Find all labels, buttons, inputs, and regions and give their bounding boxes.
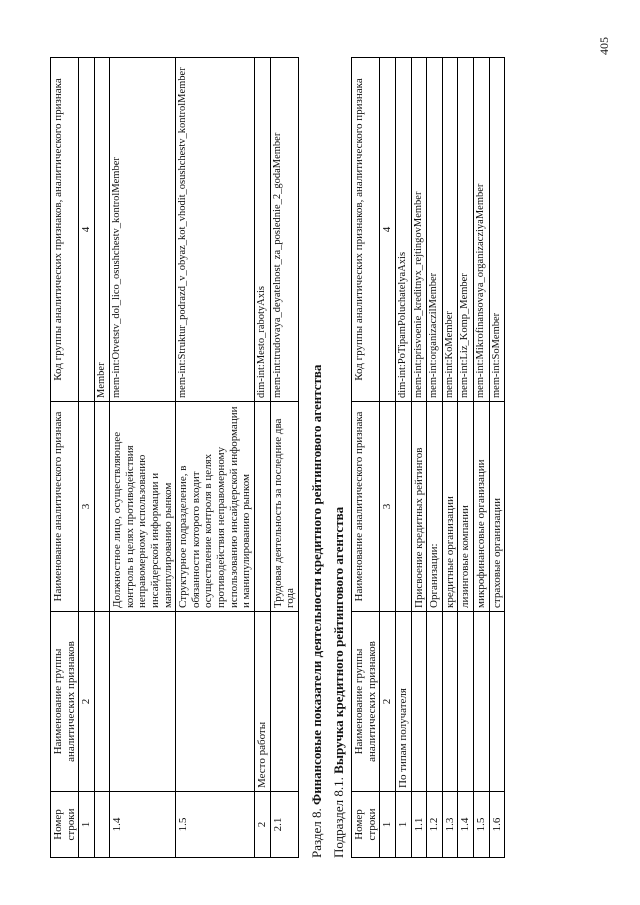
section-title: Финансовые показатели деятельности кредитного рейтингового агентства bbox=[308, 364, 324, 805]
table-column-number-row bbox=[79, 58, 95, 858]
cell-feature-name: кредитные организации bbox=[442, 402, 458, 612]
cell-feature-name: Организации: bbox=[427, 402, 443, 612]
table-row bbox=[94, 58, 109, 858]
cell-group-name bbox=[109, 612, 175, 792]
cell-code: dim-int:PoTipamPoluchatelyaAxis bbox=[395, 58, 411, 402]
cell-group-name: Место работы bbox=[255, 612, 271, 792]
cell-code: mem-int:Liz_Komp_Member bbox=[458, 58, 474, 402]
cell-feature-name bbox=[255, 402, 271, 612]
col-number: 3 bbox=[380, 402, 396, 612]
col-number: 4 bbox=[380, 58, 396, 402]
section-heading bbox=[309, 58, 325, 858]
cell-code: mem-int:Struktur_podrazd_v_obyaz_kot_vhodit_osushchestv_kontrolMember bbox=[176, 58, 255, 402]
cell-group-name: По типам получателя bbox=[395, 612, 411, 792]
table-row bbox=[474, 58, 490, 858]
header-feature-name: Наименование аналитического признака bbox=[351, 402, 379, 612]
col-number: 2 bbox=[79, 612, 95, 792]
col-number: 1 bbox=[380, 792, 396, 858]
header-feature-name: Наименование аналитического признака bbox=[51, 402, 79, 612]
cell-row-number: 1.2 bbox=[427, 792, 443, 858]
cell-group-name bbox=[474, 612, 490, 792]
cell-code: mem-int:trudovaya_deyatelnost_za_poslednie_2_godaMember bbox=[270, 58, 298, 402]
cell-code: mem-int:prisvoenie_kreditnyx_rejtingovMember bbox=[411, 58, 427, 402]
table-revenue-features bbox=[351, 57, 505, 858]
cell-group-name bbox=[427, 612, 443, 792]
rotated-page-content bbox=[50, 58, 640, 858]
cell-feature-name: Структурное подразделение, в обязанности которого входит осуществление контроля в целях противодействия неправомерному использованию инсайдерской информации и манипулированию рынком bbox=[176, 402, 255, 612]
cell-row-number bbox=[94, 792, 109, 858]
subsection-prefix: Подраздел 8.1. bbox=[330, 773, 346, 858]
table-row bbox=[442, 58, 458, 858]
page-number: 405 bbox=[597, 37, 611, 55]
cell-row-number: 1.4 bbox=[109, 792, 175, 858]
cell-code: Member bbox=[94, 58, 109, 402]
subsection-heading bbox=[331, 58, 347, 858]
cell-feature-name: страховые организации bbox=[489, 402, 505, 612]
table-analytic-features-part1 bbox=[50, 57, 299, 858]
cell-code: mem-int:Mikrofinansovaya_organizacziyaMember bbox=[474, 58, 490, 402]
table-row bbox=[458, 58, 474, 858]
cell-feature-name: лизинговые компании bbox=[458, 402, 474, 612]
cell-group-name bbox=[176, 612, 255, 792]
table-row bbox=[411, 58, 427, 858]
table-row bbox=[255, 58, 271, 858]
cell-group-name bbox=[411, 612, 427, 792]
cell-row-number: 1.5 bbox=[176, 792, 255, 858]
cell-row-number: 1.1 bbox=[411, 792, 427, 858]
cell-feature-name: Присвоение кредитных рейтингов bbox=[411, 402, 427, 612]
header-group-name: Наименование группы аналитических признаков bbox=[51, 612, 79, 792]
header-group-name: Наименование группы аналитических признаков bbox=[351, 612, 379, 792]
header-row-number: Номер строки bbox=[51, 792, 79, 858]
cell-code: mem-int:KoMember bbox=[442, 58, 458, 402]
cell-row-number: 1.6 bbox=[489, 792, 505, 858]
cell-group-name bbox=[94, 612, 109, 792]
cell-row-number: 1.4 bbox=[458, 792, 474, 858]
cell-group-name bbox=[489, 612, 505, 792]
cell-group-name bbox=[270, 612, 298, 792]
header-code: Код группы аналитических признаков, аналитического признака bbox=[351, 58, 379, 402]
cell-group-name bbox=[442, 612, 458, 792]
cell-code: mem-int:Otvetstv_dol_lico_osushchestv_kontrolMember bbox=[109, 58, 175, 402]
cell-feature-name: Должностное лицо, осуществляющее контроль в целях противодействия неправомерному использованию инсайдерской информации и манипулированию рынком bbox=[109, 402, 175, 612]
cell-row-number: 2.1 bbox=[270, 792, 298, 858]
table-row bbox=[109, 58, 175, 858]
cell-feature-name bbox=[395, 402, 411, 612]
cell-row-number: 1 bbox=[395, 792, 411, 858]
col-number: 1 bbox=[79, 792, 95, 858]
header-row-number: Номер строки bbox=[351, 792, 379, 858]
table-row bbox=[427, 58, 443, 858]
cell-feature-name bbox=[94, 402, 109, 612]
table-row bbox=[270, 58, 298, 858]
table-row bbox=[395, 58, 411, 858]
table-row bbox=[176, 58, 255, 858]
cell-feature-name: микрофинансовые организации bbox=[474, 402, 490, 612]
cell-group-name bbox=[458, 612, 474, 792]
col-number: 2 bbox=[380, 612, 396, 792]
cell-row-number: 2 bbox=[255, 792, 271, 858]
cell-code: dim-int:Mesto_rabotyAxis bbox=[255, 58, 271, 402]
col-number: 3 bbox=[79, 402, 95, 612]
cell-code: mem-int:organizaczilMember bbox=[427, 58, 443, 402]
table-header-row bbox=[351, 58, 379, 858]
section-prefix: Раздел 8. bbox=[308, 804, 324, 858]
header-code: Код группы аналитических признаков, аналитического признака bbox=[51, 58, 79, 402]
col-number: 4 bbox=[79, 58, 95, 402]
subsection-title: Выручка кредитного рейтингового агентства bbox=[330, 506, 346, 774]
cell-feature-name: Трудовая деятельность за последние два года bbox=[270, 402, 298, 612]
table-column-number-row bbox=[380, 58, 396, 858]
table-row bbox=[489, 58, 505, 858]
cell-code: mem-int:SoMember bbox=[489, 58, 505, 402]
table-header-row bbox=[51, 58, 79, 858]
cell-row-number: 1.3 bbox=[442, 792, 458, 858]
cell-row-number: 1.5 bbox=[474, 792, 490, 858]
